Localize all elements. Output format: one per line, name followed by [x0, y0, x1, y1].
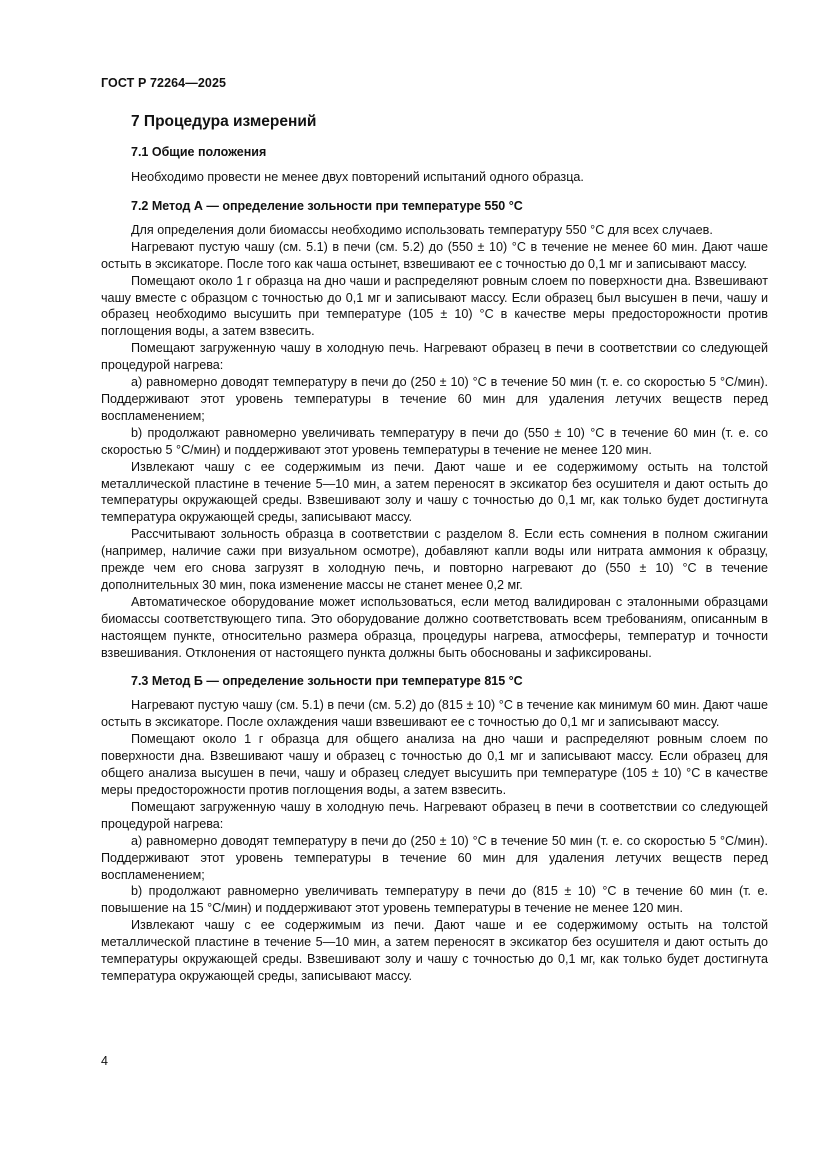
page-content — [101, 113, 768, 985]
document-code-header: ГОСТ Р 72264—2025 — [101, 76, 227, 90]
paragraph: Помещают загруженную чашу в холодную печь. Нагревают образец в печи в соответствии со следующей процедурой нагрева: — [101, 799, 768, 831]
paragraph: Помещают около 1 г образца на дно чаши и распределяют ровным слоем по поверхности дна. Взвешивают чашу вместе с образцом с точностью до 0,1 мг и записывают массу. Если образец был высушен в печи, чашу и образец необходимо высушить при температуре (105 ± 10) °С в качестве меры предосторожности против поглощения воды, а затем взвесить. — [101, 273, 768, 339]
page-number: 4 — [101, 1054, 108, 1068]
subsection-7-1-title: 7.1 Общие положения — [131, 145, 267, 159]
paragraph: Помещают загруженную чашу в холодную печь. Нагревают образец в печи в соответствии со следующей процедурой нагрева: — [101, 341, 768, 373]
list-item: a) равномерно доводят температуру в печи до (250 ± 10) °С в течение 50 мин (т. е. со скоростью 5 °С/мин). Поддерживают этот уровень температуры в течение 60 мин для удаления летучих веществ перед воспламенением; — [101, 833, 768, 882]
paragraph: Для определения доли биомассы необходимо использовать температуру 550 °С для всех случаев. — [131, 222, 713, 237]
list-item: a) равномерно доводят температуру в печи до (250 ± 10) °С в течение 50 мин (т. е. со скоростью 5 °С/мин). Поддерживают этот уровень температуры в течение 60 мин для удаления летучих веществ перед воспламенением; — [101, 375, 768, 423]
section-title: 7 Процедура измерений — [131, 113, 317, 130]
subsection-7-2-title: 7.2 Метод А — определение зольности при температуре 550 °С — [131, 198, 523, 213]
paragraph: Нагревают пустую чашу (см. 5.1) в печи (см. 5.2) до (815 ± 10) °С в течение как минимум 60 мин. Дают чаше остыть в эксикаторе. После охлаждения чаши взвешивают ее с точностью до 0,1 мг и записывают массу. — [101, 698, 768, 730]
paragraph: Извлекают чашу с ее содержимым из печи. Дают чаше и ее содержимому остыть на толстой металлической пластине в течение 5—10 мин, а затем переносят в эксикатор без осушителя и дают остыть до температуры окружающей среды. Взвешивают золу и чашу с точностью до 0,1 мг, как только будет достигнута температура окружающей среды, записывают массу. — [101, 918, 768, 983]
paragraph: Нагревают пустую чашу (см. 5.1) в печи (см. 5.2) до (550 ± 10) °С в течение не менее 60 мин. Дают чаше остыть в эксикаторе. После того как чаша остынет, взвешивают ее с точностью до 0,1 мг и записывают массу. — [101, 239, 768, 271]
subsection-7-3-title: 7.3 Метод Б — определение зольности при температуре 815 °С — [131, 674, 523, 689]
paragraph: Автоматическое оборудование может использоваться, если метод валидирован с эталонными образцами биомассы соответствующего типа. Это оборудование должно соответствовать всем требованиям, описанным в настоящем пункте, относительно размера образца, процедуры нагрева, атмосферы, температур и точности взвешивания. Отклонения от настоящего пункта должны быть обоснованы и зафиксированы. — [101, 594, 768, 660]
paragraph: Извлекают чашу с ее содержимым из печи. Дают чаше и ее содержимому остыть на толстой металлической пластине в течение 5—10 мин, а затем переносят в эксикатор без осушителя и дают остыть до температуры окружающей среды. Взвешивают золу и чашу с точностью до 0,1 мг, как только будет достигнута температура окружающей среды, записывают массу. — [101, 459, 768, 525]
list-item: b) продолжают равномерно увеличивать температуру в печи до (815 ± 10) °С в течение 60 мин (т. е. повышение на 15 °С/мин) и поддерживают этот уровень температуры в течение не менее 120 мин. — [101, 884, 768, 916]
paragraph: Необходимо провести не менее двух повторений испытаний одного образца. — [131, 170, 584, 184]
list-item: b) продолжают равномерно увеличивать температуру в печи до (550 ± 10) °С в течение 60 мин (т. е. со скоростью 5 °С/мин) и поддерживают этот уровень температуры в течение не менее 120 мин. — [101, 425, 768, 457]
paragraph: Помещают около 1 г образца для общего анализа на дно чаши и распределяют ровным слоем по поверхности дна. Взвешивают чашу и образец с точностью до 0,1 мг и записывают массу. Если образец для общего анализа высушен в печи, чашу и образец следует высушить при температуре (105 ± 10) °С в качестве меры предосторожности против поглощения воды, а затем взвесить. — [101, 732, 768, 797]
paragraph: Рассчитывают зольность образца в соответствии с разделом 8. Если есть сомнения в полном сжигании (например, наличие сажи при визуальном осмотре), добавляют капли воды или нитрата аммония к образцу, прежде чем его снова загрузят в холодную печь, и повторно нагревают до (550 ± 10) °С в течение дополнительных 30 мин, пока изменение массы не станет менее 0,2 мг. — [101, 527, 768, 592]
